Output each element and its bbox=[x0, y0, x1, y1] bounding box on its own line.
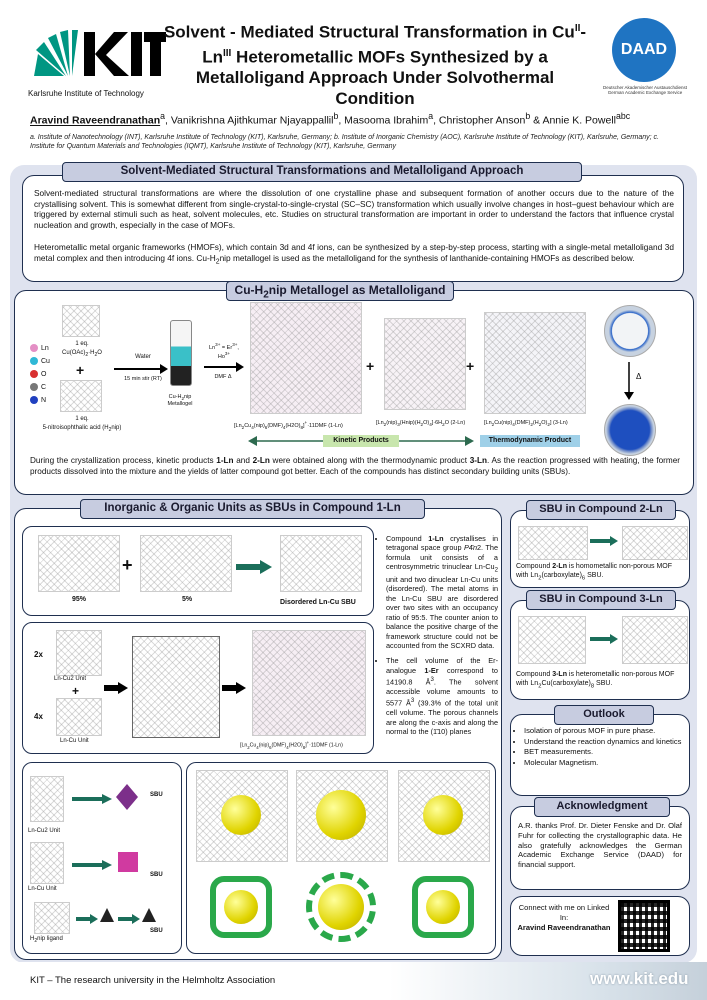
pore-view-1 bbox=[196, 770, 286, 860]
sbu2-structure-right bbox=[622, 526, 688, 560]
pore-sphere bbox=[318, 884, 364, 930]
sbu-tag: SBU bbox=[150, 792, 163, 798]
bullet-cell-volume: • The cell volume of the Er-analogue 1-Er correspond to 14190.8 $Å^3$. The solvent accessible volume amounts to 5577 $Å^3$ (39.3% of the total unit cell volume. The porous channels are along the c-axis and along the normal to the (1̄10) planes bbox=[386, 656, 498, 736]
step1-label-bottom: 15 min stir (RT) bbox=[124, 376, 162, 382]
footer-url[interactable]: www.kit.edu bbox=[590, 969, 689, 988]
c-dot-icon bbox=[30, 383, 38, 391]
ack-text: A.R. thanks Prof. Dr. Dieter Fenske and Dr. Olaf Fuhr for collecting the crystallographic data. He also gratefully acknowledges the German Academic Exchange Service (DAAD) for financial support. bbox=[518, 821, 682, 870]
arrow-right-icon bbox=[118, 914, 140, 924]
petri-dish-after bbox=[604, 404, 656, 456]
pore-sphere bbox=[221, 795, 261, 835]
sbu-row-label-3: $H_2nip$ ligand bbox=[30, 936, 63, 945]
thermo-product-label: Thermodynamic Product bbox=[480, 435, 580, 447]
kit-logo bbox=[28, 24, 166, 99]
structure-3ln bbox=[484, 312, 586, 414]
qr-code-icon[interactable] bbox=[618, 900, 670, 952]
reagent2-label bbox=[42, 415, 122, 435]
mult-2x: 2x bbox=[34, 650, 43, 659]
arrow-icon bbox=[204, 362, 244, 372]
topology-view-3 bbox=[402, 866, 486, 948]
product3-label: $[Ln_2Cu(nip)_4(DMF)_2(H_2O)_2]$ (3-Ln) bbox=[484, 420, 568, 428]
o-dot-icon bbox=[30, 370, 38, 378]
legend-item: O bbox=[30, 368, 50, 381]
arrow-right-icon bbox=[590, 634, 618, 644]
author-list: Aravind Raveendranathan$^a$, Vanikrishna Ajithkumar Njayappallil$^b$, Masooma Ibrahim$^a$, Christopher Anson$^b$ & Annie K. Powell$^{abc}$ bbox=[30, 111, 631, 127]
framework-1ln-structure bbox=[252, 630, 366, 736]
arrow-right-icon bbox=[236, 560, 272, 574]
legend-item: Cu bbox=[30, 355, 50, 368]
h2nip-structure bbox=[60, 380, 102, 412]
sbu-square-icon bbox=[118, 852, 138, 872]
reagent1-eq: 1 eq. bbox=[75, 341, 89, 347]
cu-dot-icon bbox=[30, 357, 38, 365]
pore-sphere bbox=[423, 795, 463, 835]
legend-item: N bbox=[30, 394, 50, 407]
ln-dot-icon bbox=[30, 344, 38, 352]
bullet-space-group: • Compound 1-Ln crystallises in tetragonal space group P4̄n2. The formula unit consists of a centrosymmetric trinuclear $Ln-Cu_2$ unit and two dinuclear Ln-Cu units (disordered). The metal atoms in the Ln-Cu SBU are disordered over two sites with an occupancy ratio of 95:5. The counter anion to balance the positive charge of the framework structure could not be accounted from the SCXRD data. bbox=[386, 534, 498, 650]
pct-95: 95% bbox=[72, 596, 87, 603]
reagent2-name: 5-nitroisophthalic acid $(H_2nip)$ bbox=[42, 425, 122, 434]
outlook-item: • BET measurements. bbox=[524, 747, 686, 757]
sbu1-heading: Inorganic & Organic Units as SBUs in Compound 1-Ln bbox=[80, 499, 425, 519]
arrow-right-icon bbox=[222, 682, 246, 694]
ln-cu2-unit-structure bbox=[56, 630, 102, 676]
sbu-95-structure bbox=[38, 535, 120, 592]
mult-4x: 4x bbox=[34, 712, 43, 721]
topology-view-2 bbox=[300, 866, 384, 948]
sbu3-heading: SBU in Compound 3-Ln bbox=[526, 590, 676, 610]
pore-sphere bbox=[316, 790, 366, 840]
plus-sign: + bbox=[366, 358, 375, 374]
pore-sphere bbox=[426, 890, 460, 924]
structure-2ln bbox=[384, 318, 466, 410]
kit-logo-graphic bbox=[28, 24, 166, 84]
framework-1ln-label: $[Ln_2Cu_4(nip)_6(DMF)_4(H2O)_8]^+\cdot 11DMF$ (1-Ln) bbox=[240, 740, 343, 750]
sbu2-heading: SBU in Compound 2-Ln bbox=[526, 500, 676, 520]
arrow-right-icon bbox=[72, 794, 112, 804]
intro-heading: Solvent-Mediated Structural Transformations and Metalloligand Approach bbox=[62, 162, 582, 182]
ack-heading: Acknowledgment bbox=[534, 797, 670, 817]
sbu-tag: SBU bbox=[150, 928, 163, 934]
daad-caption: Deutscher Akademischer Austauschdienst German Academic Exchange Service bbox=[602, 85, 688, 95]
atom-legend bbox=[30, 342, 50, 407]
contact-text bbox=[514, 903, 614, 933]
step1-label-top: Water bbox=[135, 354, 151, 360]
outlook-list bbox=[514, 726, 686, 768]
n-dot-icon bbox=[30, 396, 38, 404]
pore-view-2 bbox=[296, 770, 386, 860]
arrow-right-icon bbox=[76, 914, 98, 924]
sbu3-text: Compound 3-Ln is heterometallic non-porous MOF with $Ln_2Cu(carboxylate)_8$ SBU. bbox=[516, 671, 675, 690]
arrow-right-icon bbox=[104, 682, 128, 694]
ln-cu-small-structure bbox=[30, 842, 64, 884]
sbu-tag: SBU bbox=[150, 872, 163, 878]
outlook-heading: Outlook bbox=[554, 705, 654, 725]
delta-label: Δ bbox=[636, 372, 642, 381]
ln-cu2-unit-label: Ln-Cu2 Unit bbox=[54, 676, 87, 682]
ln-cu-unit-structure bbox=[56, 698, 102, 736]
poster-title: Solvent - Mediated Structural Transformation in $Cu^{II}-Ln^{III}$ Heterometallic MOFs Synthesized by a Metalloligand Approach Under Solvothermal Condition bbox=[163, 22, 587, 109]
sbu3-structure-left bbox=[518, 616, 586, 664]
outlook-item: • Isolation of porous MOF in pure phase. bbox=[524, 726, 686, 736]
pct-5: 5% bbox=[182, 596, 193, 603]
petri-dish-before bbox=[604, 305, 656, 357]
product1-label: $[Ln_2Cu_4(nip)_6(DMF)_4(H2O)_8]^+\cdot 11DMF$ (1-Ln) bbox=[234, 420, 343, 430]
sbu2-text: Compound 2-Ln is homometallic non-porous MOF with $Ln_2(carboxylate)_6$ SBU. bbox=[516, 563, 673, 582]
reagent2-eq: 1 eq. bbox=[75, 416, 89, 422]
metallogel-description: During the crystallization process, kinetic products 1-Ln and 2-Ln were obtained along with the thermodynamic product 3-Ln. As the reaction progressed with heating, the former products dissolved into the mixture and the yields of latter compound got better. Each of the compounds has distinct secondary building units (SBUs). bbox=[30, 456, 680, 476]
sbu-5-structure bbox=[140, 535, 232, 592]
metallogel-heading: $Cu-H_2nip$ Metallogel as Metalloligand bbox=[226, 281, 454, 301]
arrow-down-icon bbox=[624, 362, 634, 400]
sbu-row-label-2: Ln-Cu Unit bbox=[28, 886, 57, 892]
step2-label-top: $Ln^{3+} = Er^{3+}$, $Ho^{3+}$ bbox=[209, 342, 239, 360]
topology-view-1 bbox=[200, 866, 284, 948]
intro-paragraph-2: Heterometallic metal organic frameworks (HMOFs), which contain 3d and 4f ions, can be synthesized by a step-by-step process, starting with a single-metal metalloligand 3d metal complex and then introducing 4f ions. $Cu-H_2nip$ metallogel is used as the metalloligand for the synthesis of lanthanide-containing HMOFs as described below. bbox=[34, 242, 674, 266]
sbu-row-label-1: Ln-Cu2 Unit bbox=[28, 828, 61, 834]
plus-sign: + bbox=[72, 684, 80, 698]
metallogel-vial bbox=[170, 320, 192, 386]
ln-cu-unit-label: Ln-Cu Unit bbox=[60, 738, 89, 744]
legend-item: Ln bbox=[30, 342, 50, 355]
legend-item: C bbox=[30, 381, 50, 394]
arrow-right-icon bbox=[72, 860, 112, 870]
ln-cu2-small-structure bbox=[30, 776, 64, 822]
reagent1-label bbox=[52, 340, 112, 360]
cu-acetate-structure bbox=[62, 305, 100, 337]
daad-logo: DAAD bbox=[612, 18, 676, 82]
disordered-sbu-structure bbox=[280, 535, 362, 592]
footer-text: KIT – The research university in the Helmholtz Association bbox=[30, 975, 276, 986]
gel-label: $Cu-H_2nip$ Metallogel bbox=[167, 394, 193, 408]
sbu3-structure-right bbox=[622, 616, 688, 664]
intro-paragraph-1: Solvent-mediated structural transformations are where the dissolution of one crystalline phase and subsequent formation of another occurs due to the nature of the crystallising solvent. This is somewhat different from single-crystal-to-single-crystal (SC–SC) transformation which usually involve changes in host–guest behaviour which are triggered by external stimuli such as heat, solvent molecules, etc. Studies on structural transformation are important in order to understand the factors that influence crystal nucleation and growth, especially in the case of MOFs. bbox=[34, 188, 674, 230]
arrow-icon bbox=[114, 364, 168, 374]
assembled-cage-structure bbox=[132, 636, 220, 738]
h2nip-small-structure bbox=[34, 902, 70, 934]
plus-sign: + bbox=[76, 362, 85, 378]
step2-label-bottom: DMF Δ bbox=[214, 374, 232, 380]
sbu2-structure-left bbox=[518, 526, 588, 560]
sbu1-bullets bbox=[376, 534, 498, 742]
structure-1ln bbox=[250, 302, 362, 414]
arrow-right-icon bbox=[590, 536, 618, 546]
reagent1-name: $Cu(OAc)_2\cdot H_2O$ bbox=[62, 350, 102, 359]
disordered-label: Disordered Ln-Cu SBU bbox=[280, 599, 356, 606]
kit-subtitle: Karlsruhe Institute of Technology bbox=[28, 89, 144, 98]
contact-name[interactable]: Aravind Raveendranathan bbox=[517, 923, 611, 932]
contact-line: Connect with me on Linked In: bbox=[518, 903, 610, 922]
product2-label: $[Ln_2(nip)_3(Hnip)(H_2O)_4]\cdot 6H_2O$ (2-Ln) bbox=[376, 420, 466, 428]
kinetic-products-label: Kinetic Products bbox=[323, 435, 399, 447]
plus-sign: + bbox=[466, 358, 475, 374]
outlook-item: • Molecular Magnetism. bbox=[524, 758, 686, 768]
pore-sphere bbox=[224, 890, 258, 924]
plus-sign: + bbox=[122, 555, 133, 575]
outlook-item: • Understand the reaction dynamics and kinetics bbox=[524, 737, 686, 747]
pore-view-3 bbox=[398, 770, 488, 860]
affiliations: a. Institute of Nanotechnology (INT), Karlsruhe Institute of Technology (KIT), Karlsruhe, Germany; b. Institute of Inorganic Chemistry (AOC), Karlsruhe Institute of Technology (KIT), Karlsruhe, Germany; c. Institute for Quantum Materials and Technologies (IQMT), Karlsruhe Institute of Technology (KIT), Karlsruhe, Germany bbox=[30, 134, 659, 150]
